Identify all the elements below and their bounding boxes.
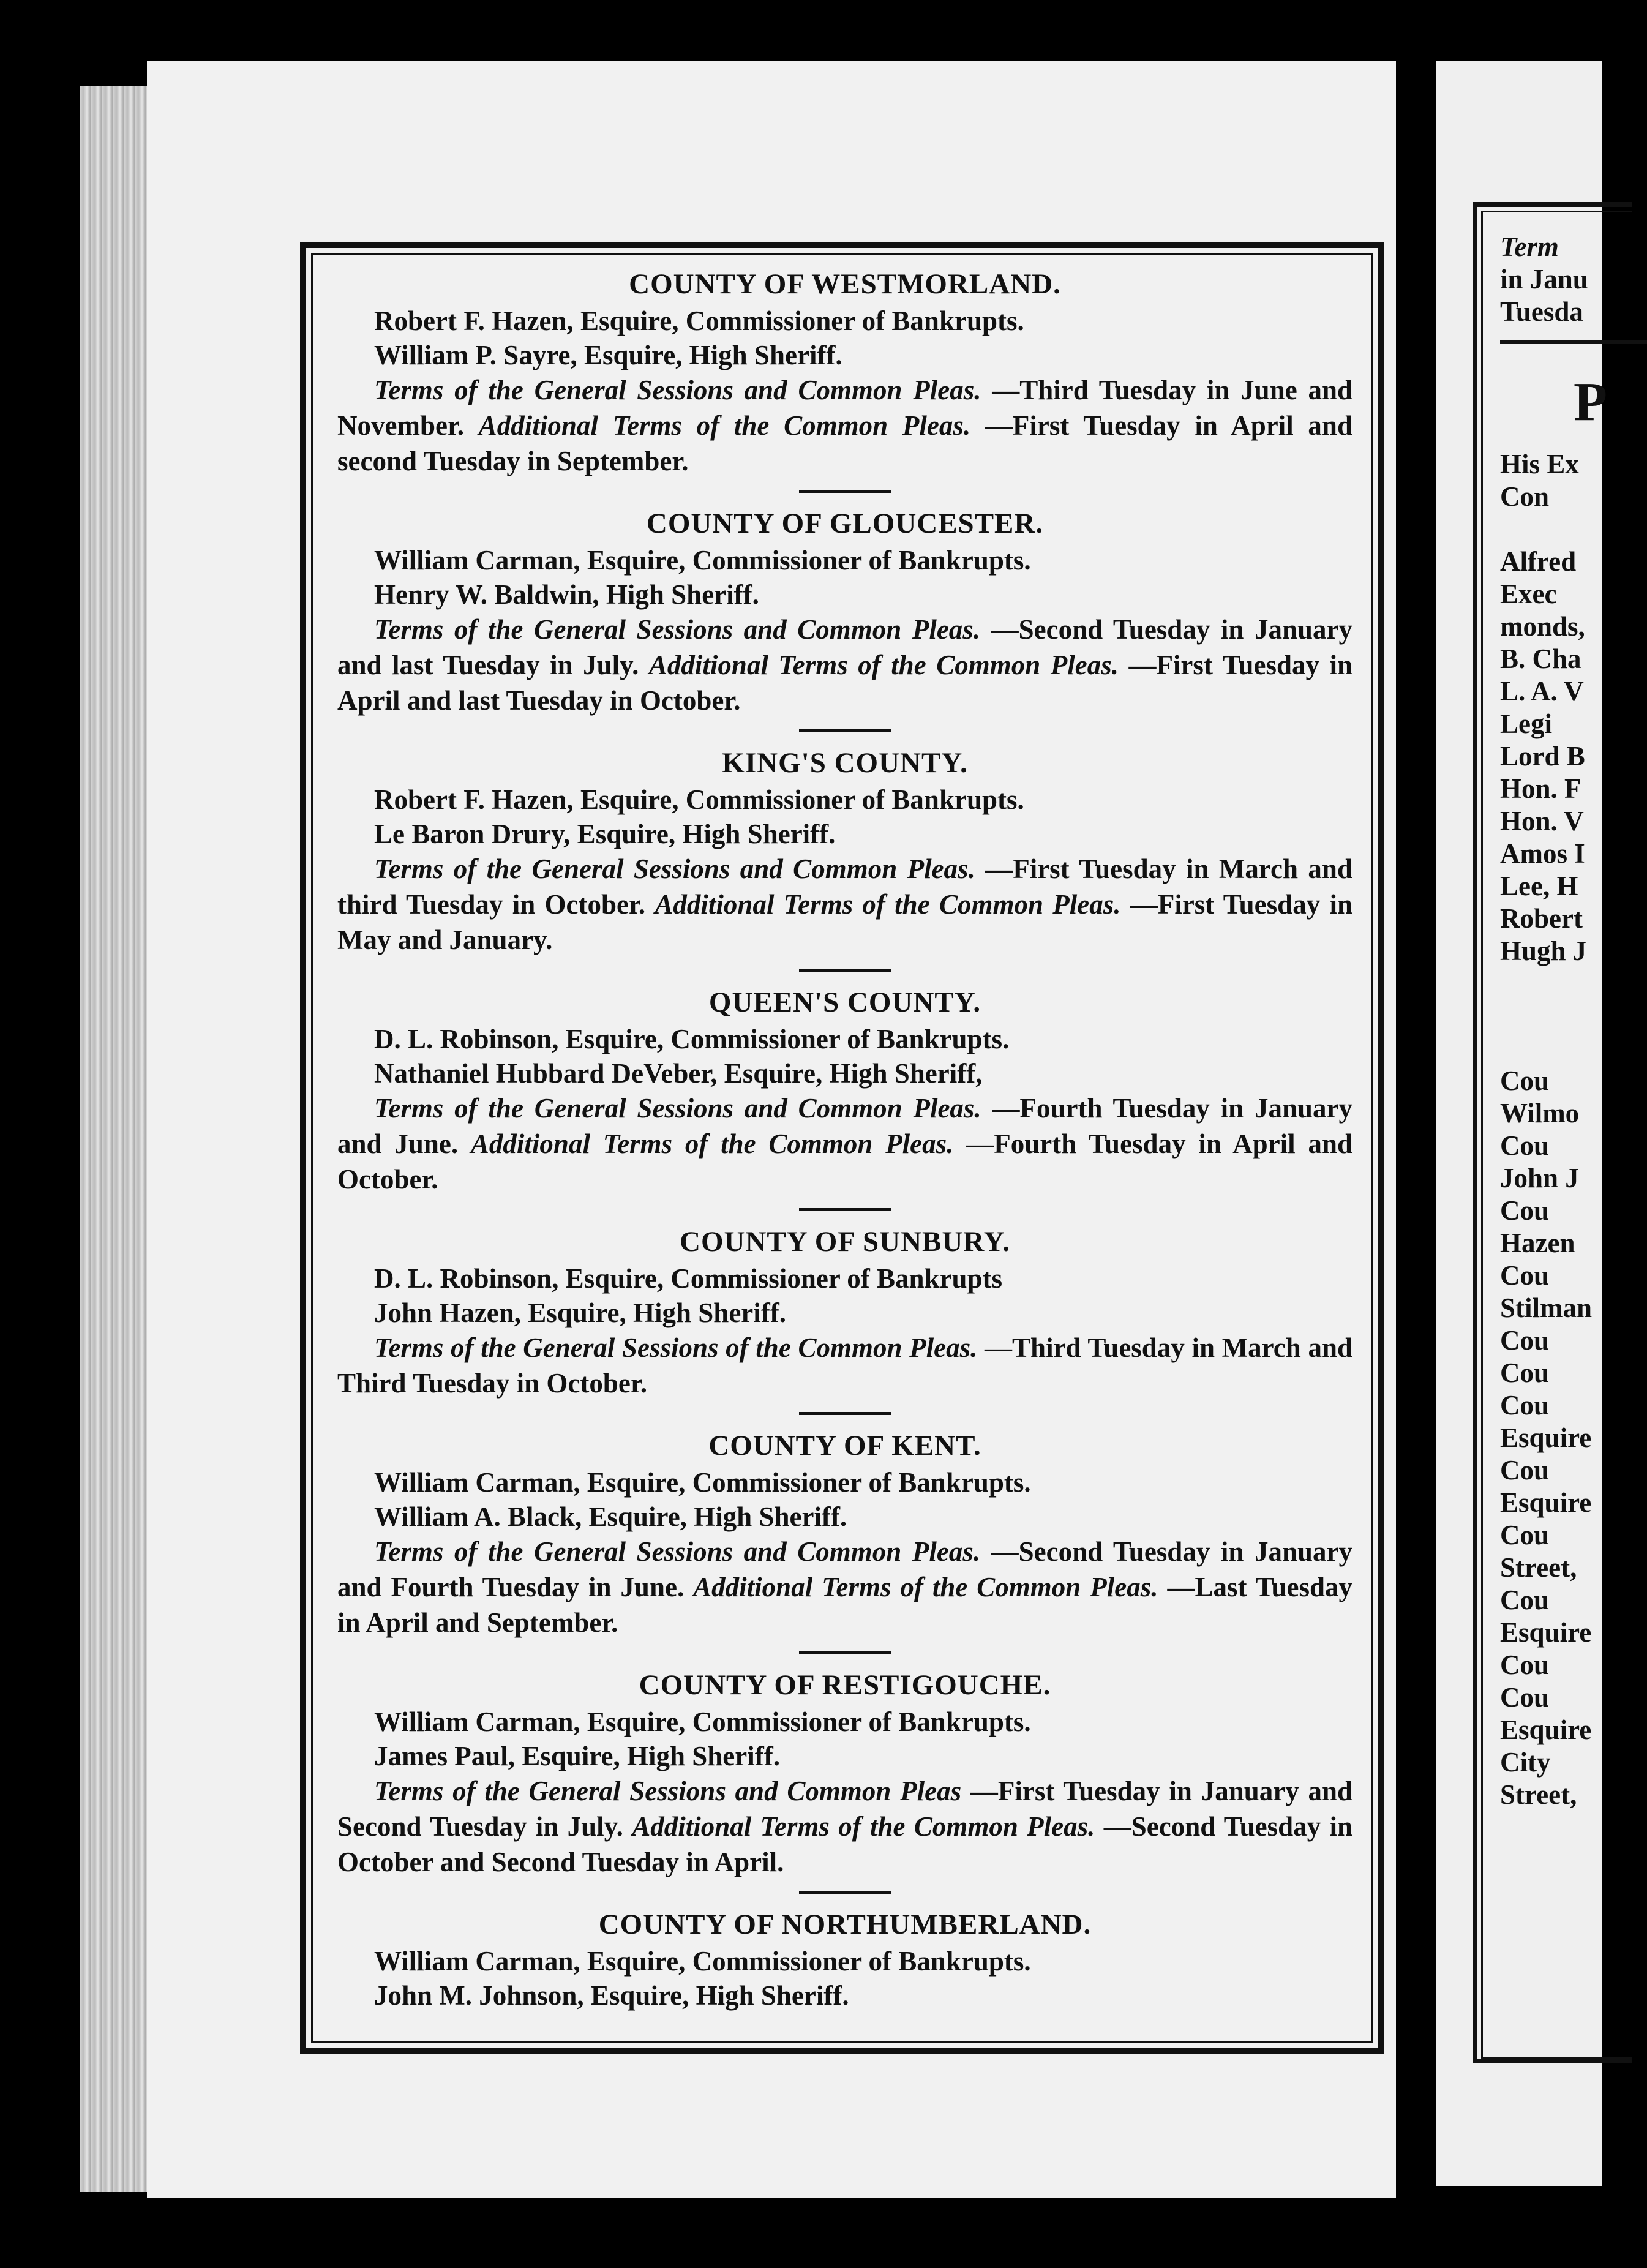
official-line: William Carman, Esquire, Commissioner of Bankrupts. [374,1707,1031,1737]
terms-dates: —Fourth Tuesday in January and June. [337,1093,1353,1159]
terms-heading: Additional Terms of the Common Pleas. [632,1811,1095,1842]
right-page-line: Wilmo [1500,1098,1580,1128]
county-title: QUEEN'S COUNTY. [708,986,981,1018]
official-line: William P. Sayre, Esquire, High Sheriff. [374,340,842,370]
terms-heading: Terms of the General Sessions and Common Pleas. [374,375,981,405]
right-page-line: Cou [1500,1650,1550,1680]
terms-dates: —Last Tuesday in April and September. [337,1572,1352,1638]
terms-heading: Terms of the General Sessions of the Common Pleas. [374,1332,978,1363]
county-section [337,985,1352,1197]
right-page-line: Cou [1500,1195,1550,1226]
court-terms [337,612,1352,718]
right-page-line: City [1500,1747,1551,1778]
county-title: COUNTY OF WESTMORLAND. [629,268,1061,300]
official-line: D. L. Robinson, Esquire, Commissioner of Bankrupts [374,1263,1003,1294]
section-divider [799,1651,891,1654]
right-page-line: Term [1500,231,1559,262]
county-directory-frame [300,242,1384,2054]
terms-dates: —First Tuesday in April and last Tuesday in October. [337,650,1352,716]
right-page-frame [1473,202,1632,2063]
county-title: KING'S COUNTY. [722,747,968,779]
terms-heading: Terms of the General Sessions and Common Pleas [374,1776,962,1806]
page-edge [80,86,150,2192]
right-page-line: Robert [1500,903,1583,934]
county-section [337,1668,1352,1880]
county-section [337,1429,1352,1640]
terms-dates: —Third Tuesday in June and November. [337,375,1353,441]
terms-dates: —First Tuesday in May and January. [337,889,1353,955]
court-terms [337,372,1352,479]
right-page-line: Cou [1500,1065,1550,1096]
county-title: COUNTY OF GLOUCESTER. [646,508,1044,539]
official-line: John Hazen, Esquire, High Sheriff. [374,1297,787,1328]
terms-dates: —First Tuesday in January and Second Tuesday in July. [337,1776,1353,1842]
official-line: D. L. Robinson, Esquire, Commissioner of Bankrupts. [374,1024,1010,1054]
right-page-fragment [1436,61,1607,2186]
right-page-line: Cou [1500,1585,1550,1615]
terms-dates: —Second Tuesday in October and Second Tuesday in April. [337,1811,1353,1877]
county-section [337,1907,1352,2013]
official-line: William Carman, Esquire, Commissioner of Bankrupts. [374,1467,1031,1498]
terms-dates: —Second Tuesday in January and Fourth Tuesday in June. [337,1536,1352,1602]
county-title: COUNTY OF RESTIGOUCHE. [639,1669,1051,1701]
right-page-line: Legi [1500,708,1552,739]
right-page-line: Stilman [1500,1293,1593,1323]
court-terms [337,1773,1352,1880]
right-page-line: Esquire [1500,1487,1592,1518]
official-line: John M. Johnson, Esquire, High Sheriff. [374,1980,849,2011]
county-section [337,1225,1352,1401]
court-terms [337,1330,1352,1401]
terms-dates: —First Tuesday in March and third Tuesday in October. [337,854,1352,920]
county-title: COUNTY OF NORTHUMBERLAND. [598,1909,1092,1940]
right-page-line: Cou [1500,1520,1550,1550]
terms-heading: Terms of the General Sessions and Common Pleas. [374,1093,981,1124]
right-page-line: B. Cha [1500,644,1581,674]
right-page-line: Cou [1500,1390,1550,1421]
right-page-line: in Janu [1500,264,1588,295]
official-line: Henry W. Baldwin, High Sheriff. [374,579,759,610]
terms-heading: Additional Terms of the Common Pleas. [470,1128,954,1159]
official-line: James Paul, Esquire, High Sheriff. [374,1741,780,1771]
section-divider [799,490,891,493]
right-page-line: Alfred [1500,546,1577,577]
right-page-line: Esquire [1500,1714,1592,1745]
right-page-line: Esquire [1500,1422,1592,1453]
court-terms [337,851,1352,958]
section-divider [799,1412,891,1415]
right-page-heading-letter: P [1574,372,1607,432]
section-divider [799,729,891,732]
right-page-line: Cou [1500,1325,1550,1356]
right-page-line: monds, [1500,611,1585,642]
court-terms [337,1091,1352,1197]
right-page-line: Lord B [1500,741,1585,772]
county-directory [311,253,1373,2043]
terms-dates: —Fourth Tuesday in April and October. [337,1128,1353,1195]
county-section [337,506,1352,718]
terms-heading: Additional Terms of the Common Pleas. [655,889,1121,920]
right-page-line: Exec [1500,579,1557,609]
right-page-line: L. A. V [1500,676,1584,707]
official-line: Robert F. Hazen, Esquire, Commissioner of Bankrupts. [374,306,1024,336]
right-page-line: Lee, H [1500,871,1578,901]
official-line: Nathaniel Hubbard DeVeber, Esquire, High Sheriff, [374,1058,983,1089]
right-page-line: Amos I [1500,838,1585,869]
right-page-line: Hon. F [1500,773,1581,804]
right-page-line: Cou [1500,1455,1550,1485]
county-section [337,267,1352,479]
right-page-line: Cou [1500,1682,1550,1713]
right-page-rule [1500,340,1647,344]
official-line: William Carman, Esquire, Commissioner of Bankrupts. [374,1946,1031,1977]
right-page-line: Cou [1500,1357,1550,1388]
terms-dates: —Third Tuesday in March and Third Tuesday in October. [337,1332,1353,1399]
right-page-line: Tuesda [1500,296,1583,327]
county-title: COUNTY OF SUNBURY. [680,1226,1010,1258]
official-line: Le Baron Drury, Esquire, High Sheriff. [374,819,836,849]
terms-heading: Terms of the General Sessions and Common Pleas. [374,614,981,645]
right-page-line: Cou [1500,1130,1550,1161]
terms-heading: Additional Terms of the Common Pleas. [693,1572,1158,1602]
right-page-line: Hon. V [1500,806,1584,836]
right-page-line: Hugh J [1500,936,1587,966]
right-page-line: Hazen [1500,1228,1575,1258]
right-page-line: Esquire [1500,1617,1592,1648]
county-section [337,746,1352,958]
official-line: William Carman, Esquire, Commissioner of Bankrupts. [374,545,1031,576]
official-line: William A. Black, Esquire, High Sheriff. [374,1501,847,1532]
section-divider [799,1208,891,1211]
right-page-line: John J [1500,1163,1579,1193]
terms-heading: Additional Terms of the Common Pleas. [478,410,971,441]
right-page-line: Con [1500,481,1550,512]
section-divider [799,1891,891,1894]
right-page-line: His Ex [1500,449,1579,479]
terms-dates: —Second Tuesday in January and last Tuesday in July. [337,614,1352,680]
official-line: Robert F. Hazen, Esquire, Commissioner of Bankrupts. [374,784,1024,815]
terms-dates: —First Tuesday in April and second Tuesday in September. [337,410,1352,476]
right-page-line: Cou [1500,1260,1550,1291]
court-terms [337,1534,1352,1640]
right-page-text [1481,211,1632,2059]
terms-heading: Terms of the General Sessions and Common Pleas. [374,854,975,884]
section-divider [799,969,891,972]
terms-heading: Terms of the General Sessions and Common Pleas. [374,1536,981,1567]
terms-heading: Additional Terms of the Common Pleas. [648,650,1119,680]
county-title: COUNTY OF KENT. [708,1430,981,1462]
right-page-line: Street, [1500,1552,1577,1583]
right-page-line: Street, [1500,1779,1577,1810]
